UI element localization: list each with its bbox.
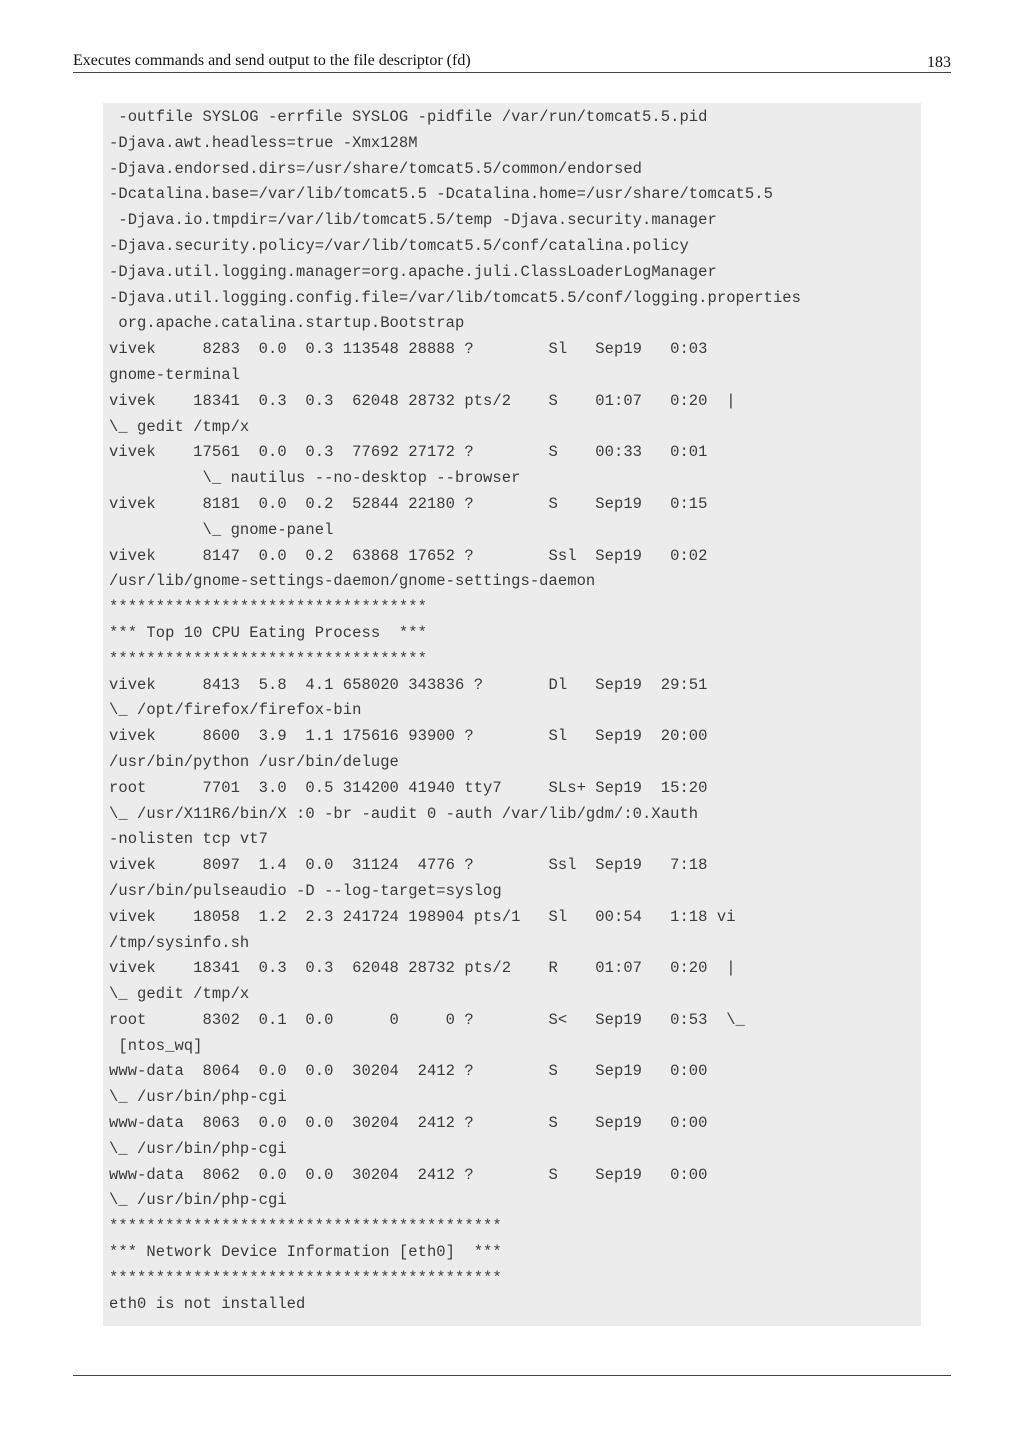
code-line: \_ gnome-panel <box>109 520 334 539</box>
code-line: vivek 18341 0.3 0.3 62048 28732 pts/2 R 01:07 0:20 | <box>109 959 736 978</box>
code-line: vivek 8181 0.0 0.2 52844 22180 ? S Sep19 0:15 <box>109 494 708 513</box>
code-line: www-data 8063 0.0 0.0 30204 2412 ? S Sep19 0:00 <box>109 1114 708 1133</box>
code-line: -Dcatalina.base=/var/lib/tomcat5.5 -Dcatalina.home=/usr/share/tomcat5.5 <box>109 185 773 204</box>
code-line: -outfile SYSLOG -errfile SYSLOG -pidfile /var/run/tomcat5.5.pid <box>109 108 708 126</box>
code-line: \_ gedit /tmp/x <box>109 417 250 436</box>
page-number: 183 <box>927 54 951 71</box>
code-line: ****************************************** <box>109 1268 502 1287</box>
code-line: ********************************** <box>109 649 427 668</box>
code-line: www-data 8062 0.0 0.0 30204 2412 ? S Sep19 0:00 <box>109 1165 708 1184</box>
code-line: \_ gedit /tmp/x <box>109 985 250 1004</box>
code-line: /tmp/sysinfo.sh <box>109 933 250 952</box>
code-line: ****************************************** <box>109 1217 502 1236</box>
code-line: ********************************** <box>109 598 427 617</box>
code-line: \_ nautilus --no-desktop --browser <box>109 469 521 488</box>
code-line: *** Top 10 CPU Eating Process *** <box>109 623 427 642</box>
code-line: vivek 17561 0.0 0.3 77692 27172 ? S 00:33 0:01 <box>109 443 708 462</box>
code-line: -Djava.util.logging.config.file=/var/lib/tomcat5.5/conf/logging.properties <box>109 288 802 307</box>
code-line: vivek 18058 1.2 2.3 241724 198904 pts/1 Sl 00:54 1:18 vi <box>109 907 736 926</box>
code-line: -Djava.security.policy=/var/lib/tomcat5.5/conf/catalina.policy <box>109 236 689 255</box>
code-block <box>103 103 921 1326</box>
code-line: vivek 8283 0.0 0.3 113548 28888 ? Sl Sep19 0:03 <box>109 340 708 359</box>
code-line: /usr/bin/python /usr/bin/deluge <box>109 752 399 771</box>
code-line: -Djava.endorsed.dirs=/usr/share/tomcat5.5/common/endorsed <box>109 159 643 178</box>
code-line: vivek 8413 5.8 4.1 658020 343836 ? Dl Sep19 29:51 <box>109 675 708 694</box>
code-line: [ntos_wq] <box>109 1036 203 1055</box>
code-line: -Djava.io.tmpdir=/var/lib/tomcat5.5/temp -Djava.security.manager <box>109 211 717 230</box>
header-title: Executes commands and send output to the file descriptor (fd) <box>73 52 471 69</box>
code-line: \_ /usr/X11R6/bin/X :0 -br -audit 0 -auth /var/lib/gdm/:0.Xauth <box>109 804 699 823</box>
code-line: vivek 8147 0.0 0.2 63868 17652 ? Ssl Sep19 0:02 <box>109 546 708 565</box>
code-line: -Djava.awt.headless=true -Xmx128M <box>109 133 418 152</box>
code-line: vivek 8600 3.9 1.1 175616 93900 ? Sl Sep19 20:00 <box>109 727 708 746</box>
code-line: \_ /usr/bin/php-cgi <box>109 1088 287 1107</box>
code-line: www-data 8064 0.0 0.0 30204 2412 ? S Sep19 0:00 <box>109 1062 708 1081</box>
code-line: vivek 18341 0.3 0.3 62048 28732 pts/2 S 01:07 0:20 | <box>109 391 736 410</box>
code-line: gnome-terminal <box>109 365 240 384</box>
code-line: \_ /usr/bin/php-cgi <box>109 1191 287 1210</box>
code-line: \_ /usr/bin/php-cgi <box>109 1139 287 1158</box>
page-header <box>73 50 951 73</box>
code-line: vivek 8097 1.4 0.0 31124 4776 ? Ssl Sep19 7:18 <box>109 856 708 875</box>
code-line: \_ /opt/firefox/firefox-bin <box>109 701 362 720</box>
code-line: org.apache.catalina.startup.Bootstrap <box>109 314 465 333</box>
code-line: /usr/lib/gnome-settings-daemon/gnome-settings-daemon <box>109 572 596 591</box>
code-line: -Djava.util.logging.manager=org.apache.juli.ClassLoaderLogManager <box>109 262 717 281</box>
footer-rule <box>73 1375 951 1376</box>
code-line: root 7701 3.0 0.5 314200 41940 tty7 SLs+ Sep19 15:20 <box>109 778 708 797</box>
code-line: *** Network Device Information [eth0] *** <box>109 1243 502 1262</box>
code-line: eth0 is not installed <box>109 1294 306 1313</box>
code-line: root 8302 0.1 0.0 0 0 ? S< Sep19 0:53 \_ <box>109 1010 745 1029</box>
code-line: -nolisten tcp vt7 <box>109 830 268 849</box>
code-line: /usr/bin/pulseaudio -D --log-target=syslog <box>109 881 502 900</box>
